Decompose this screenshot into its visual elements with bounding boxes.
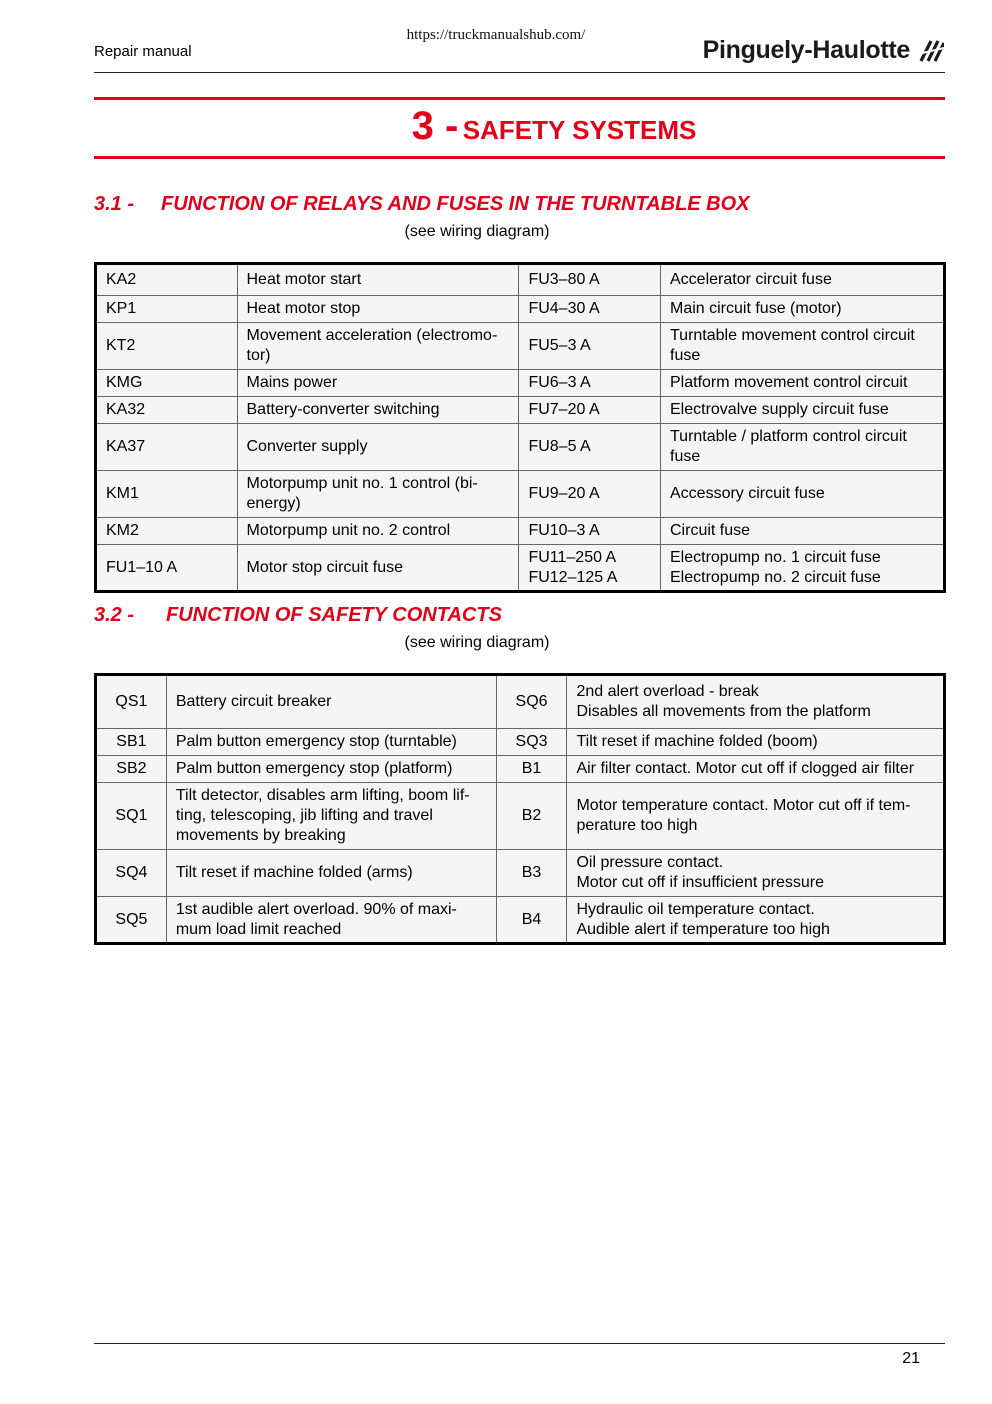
component-code-cell: KT2 [96, 323, 238, 370]
function-description-cell: Converter supply [237, 424, 519, 471]
function-description-cell: Electrovalve supply circuit fuse [661, 397, 945, 424]
function-description-cell: 2nd alert overload - break Disables all movements from the platform [567, 675, 945, 729]
table-row [96, 264, 945, 296]
component-code-cell: B2 [496, 783, 567, 850]
component-code-cell: FU6–3 A [519, 370, 661, 397]
component-code-cell: SB1 [96, 729, 167, 756]
chapter-top-rule [94, 97, 945, 100]
function-description-cell: Motor stop circuit fuse [237, 545, 519, 592]
table-row [96, 756, 945, 783]
table-row [96, 783, 945, 850]
function-description-cell: Turntable / platform control circuit fuse [661, 424, 945, 471]
function-description-cell: Motorpump unit no. 1 control (bi- energy) [237, 471, 519, 518]
function-description-cell: Mains power [237, 370, 519, 397]
component-code-cell: FU1–10 A [96, 545, 238, 592]
function-description-cell: Accelerator circuit fuse [661, 264, 945, 296]
component-code-cell: SQ3 [496, 729, 567, 756]
component-code-cell: KA37 [96, 424, 238, 471]
section-title: FUNCTION OF SAFETY CONTACTS [166, 604, 502, 626]
brand-logo [703, 36, 944, 65]
function-description-cell: Air filter contact. Motor cut off if clogged air filter [567, 756, 945, 783]
component-code-cell: B1 [496, 756, 567, 783]
brand-name: Pinguely-Haulotte [702, 36, 910, 64]
component-code-cell: QS1 [96, 675, 167, 729]
function-description-cell: Motor temperature contact. Motor cut off if tem- perature too high [567, 783, 945, 850]
section-subtitle: (see wiring diagram) [404, 634, 550, 651]
table-row [96, 897, 945, 944]
table-row [96, 850, 945, 897]
component-code-cell: KMG [96, 370, 238, 397]
component-code-cell: KA2 [96, 264, 238, 296]
function-description-cell: Turntable movement control circuit fuse [661, 323, 945, 370]
header-rule [94, 72, 945, 73]
section-subtitle: (see wiring diagram) [404, 223, 550, 240]
component-code-cell: B4 [496, 897, 567, 944]
table-row [96, 471, 945, 518]
chapter-number: 3 - [411, 104, 459, 148]
table-row [96, 424, 945, 471]
function-description-cell: Main circuit fuse (motor) [661, 296, 945, 323]
component-code-cell: KM1 [96, 471, 238, 518]
component-code-cell: SB2 [96, 756, 167, 783]
function-description-cell: Palm button emergency stop (turntable) [166, 729, 496, 756]
section-title: FUNCTION OF RELAYS AND FUSES IN THE TURNTABLE BOX [161, 193, 750, 215]
function-description-cell: Battery circuit breaker [166, 675, 496, 729]
component-code-cell: FU7–20 A [519, 397, 661, 424]
relays-fuses-table [94, 262, 946, 593]
haulotte-slash-logo-icon [918, 40, 944, 62]
component-code-cell: FU3–80 A [519, 264, 661, 296]
component-code-cell: FU8–5 A [519, 424, 661, 471]
safety-contacts-table [94, 673, 946, 945]
function-description-cell: 1st audible alert overload. 90% of maxi- mum load limit reached [166, 897, 496, 944]
function-description-cell: Tilt reset if machine folded (arms) [166, 850, 496, 897]
section-number: 3.1 - [94, 193, 135, 215]
component-code-cell: FU4–30 A [519, 296, 661, 323]
table-row [96, 675, 945, 729]
component-code-cell: SQ4 [96, 850, 167, 897]
component-code-cell: SQ5 [96, 897, 167, 944]
table-row [96, 323, 945, 370]
chapter-title: SAFETY SYSTEMS [462, 115, 697, 145]
function-description-cell: Palm button emergency stop (platform) [166, 756, 496, 783]
component-code-cell: FU10–3 A [519, 518, 661, 545]
table-row [96, 729, 945, 756]
table-row [96, 296, 945, 323]
function-description-cell: Battery-converter switching [237, 397, 519, 424]
function-description-cell: Heat motor start [237, 264, 519, 296]
footer-rule [94, 1343, 945, 1344]
component-code-cell: SQ1 [96, 783, 167, 850]
component-code-cell: KM2 [96, 518, 238, 545]
function-description-cell: Motorpump unit no. 2 control [237, 518, 519, 545]
function-description-cell: Oil pressure contact. Motor cut off if insufficient pressure [567, 850, 945, 897]
chapter-bottom-rule [94, 156, 945, 159]
table-row [96, 518, 945, 545]
function-description-cell: Movement acceleration (electromo- tor) [237, 323, 519, 370]
function-description-cell: Tilt detector, disables arm lifting, boom lif- ting, telescoping, jib lifting and travel movements by breaking [166, 783, 496, 850]
component-code-cell: KP1 [96, 296, 238, 323]
page-number: 21 [902, 1350, 920, 1367]
component-code-cell: KA32 [96, 397, 238, 424]
table-row [96, 397, 945, 424]
table-row [96, 545, 945, 592]
component-code-cell: FU11–250 A FU12–125 A [519, 545, 661, 592]
chapter-heading [94, 104, 992, 149]
component-code-cell: SQ6 [496, 675, 567, 729]
function-description-cell: Hydraulic oil temperature contact. Audible alert if temperature too high [567, 897, 945, 944]
function-description-cell: Platform movement control circuit [661, 370, 945, 397]
function-description-cell: Electropump no. 1 circuit fuse Electropump no. 2 circuit fuse [661, 545, 945, 592]
function-description-cell: Accessory circuit fuse [661, 471, 945, 518]
component-code-cell: B3 [496, 850, 567, 897]
section-heading-safety-contacts [94, 604, 502, 627]
component-code-cell: FU5–3 A [519, 323, 661, 370]
section-number: 3.2 - [94, 604, 135, 626]
function-description-cell: Heat motor stop [237, 296, 519, 323]
table-row [96, 370, 945, 397]
section-heading-relays-fuses [94, 193, 750, 216]
document-type-label: Repair manual [94, 43, 192, 60]
function-description-cell: Tilt reset if machine folded (boom) [567, 729, 945, 756]
function-description-cell: Circuit fuse [661, 518, 945, 545]
component-code-cell: FU9–20 A [519, 471, 661, 518]
source-url: https://truckmanualshub.com/ [406, 27, 586, 43]
